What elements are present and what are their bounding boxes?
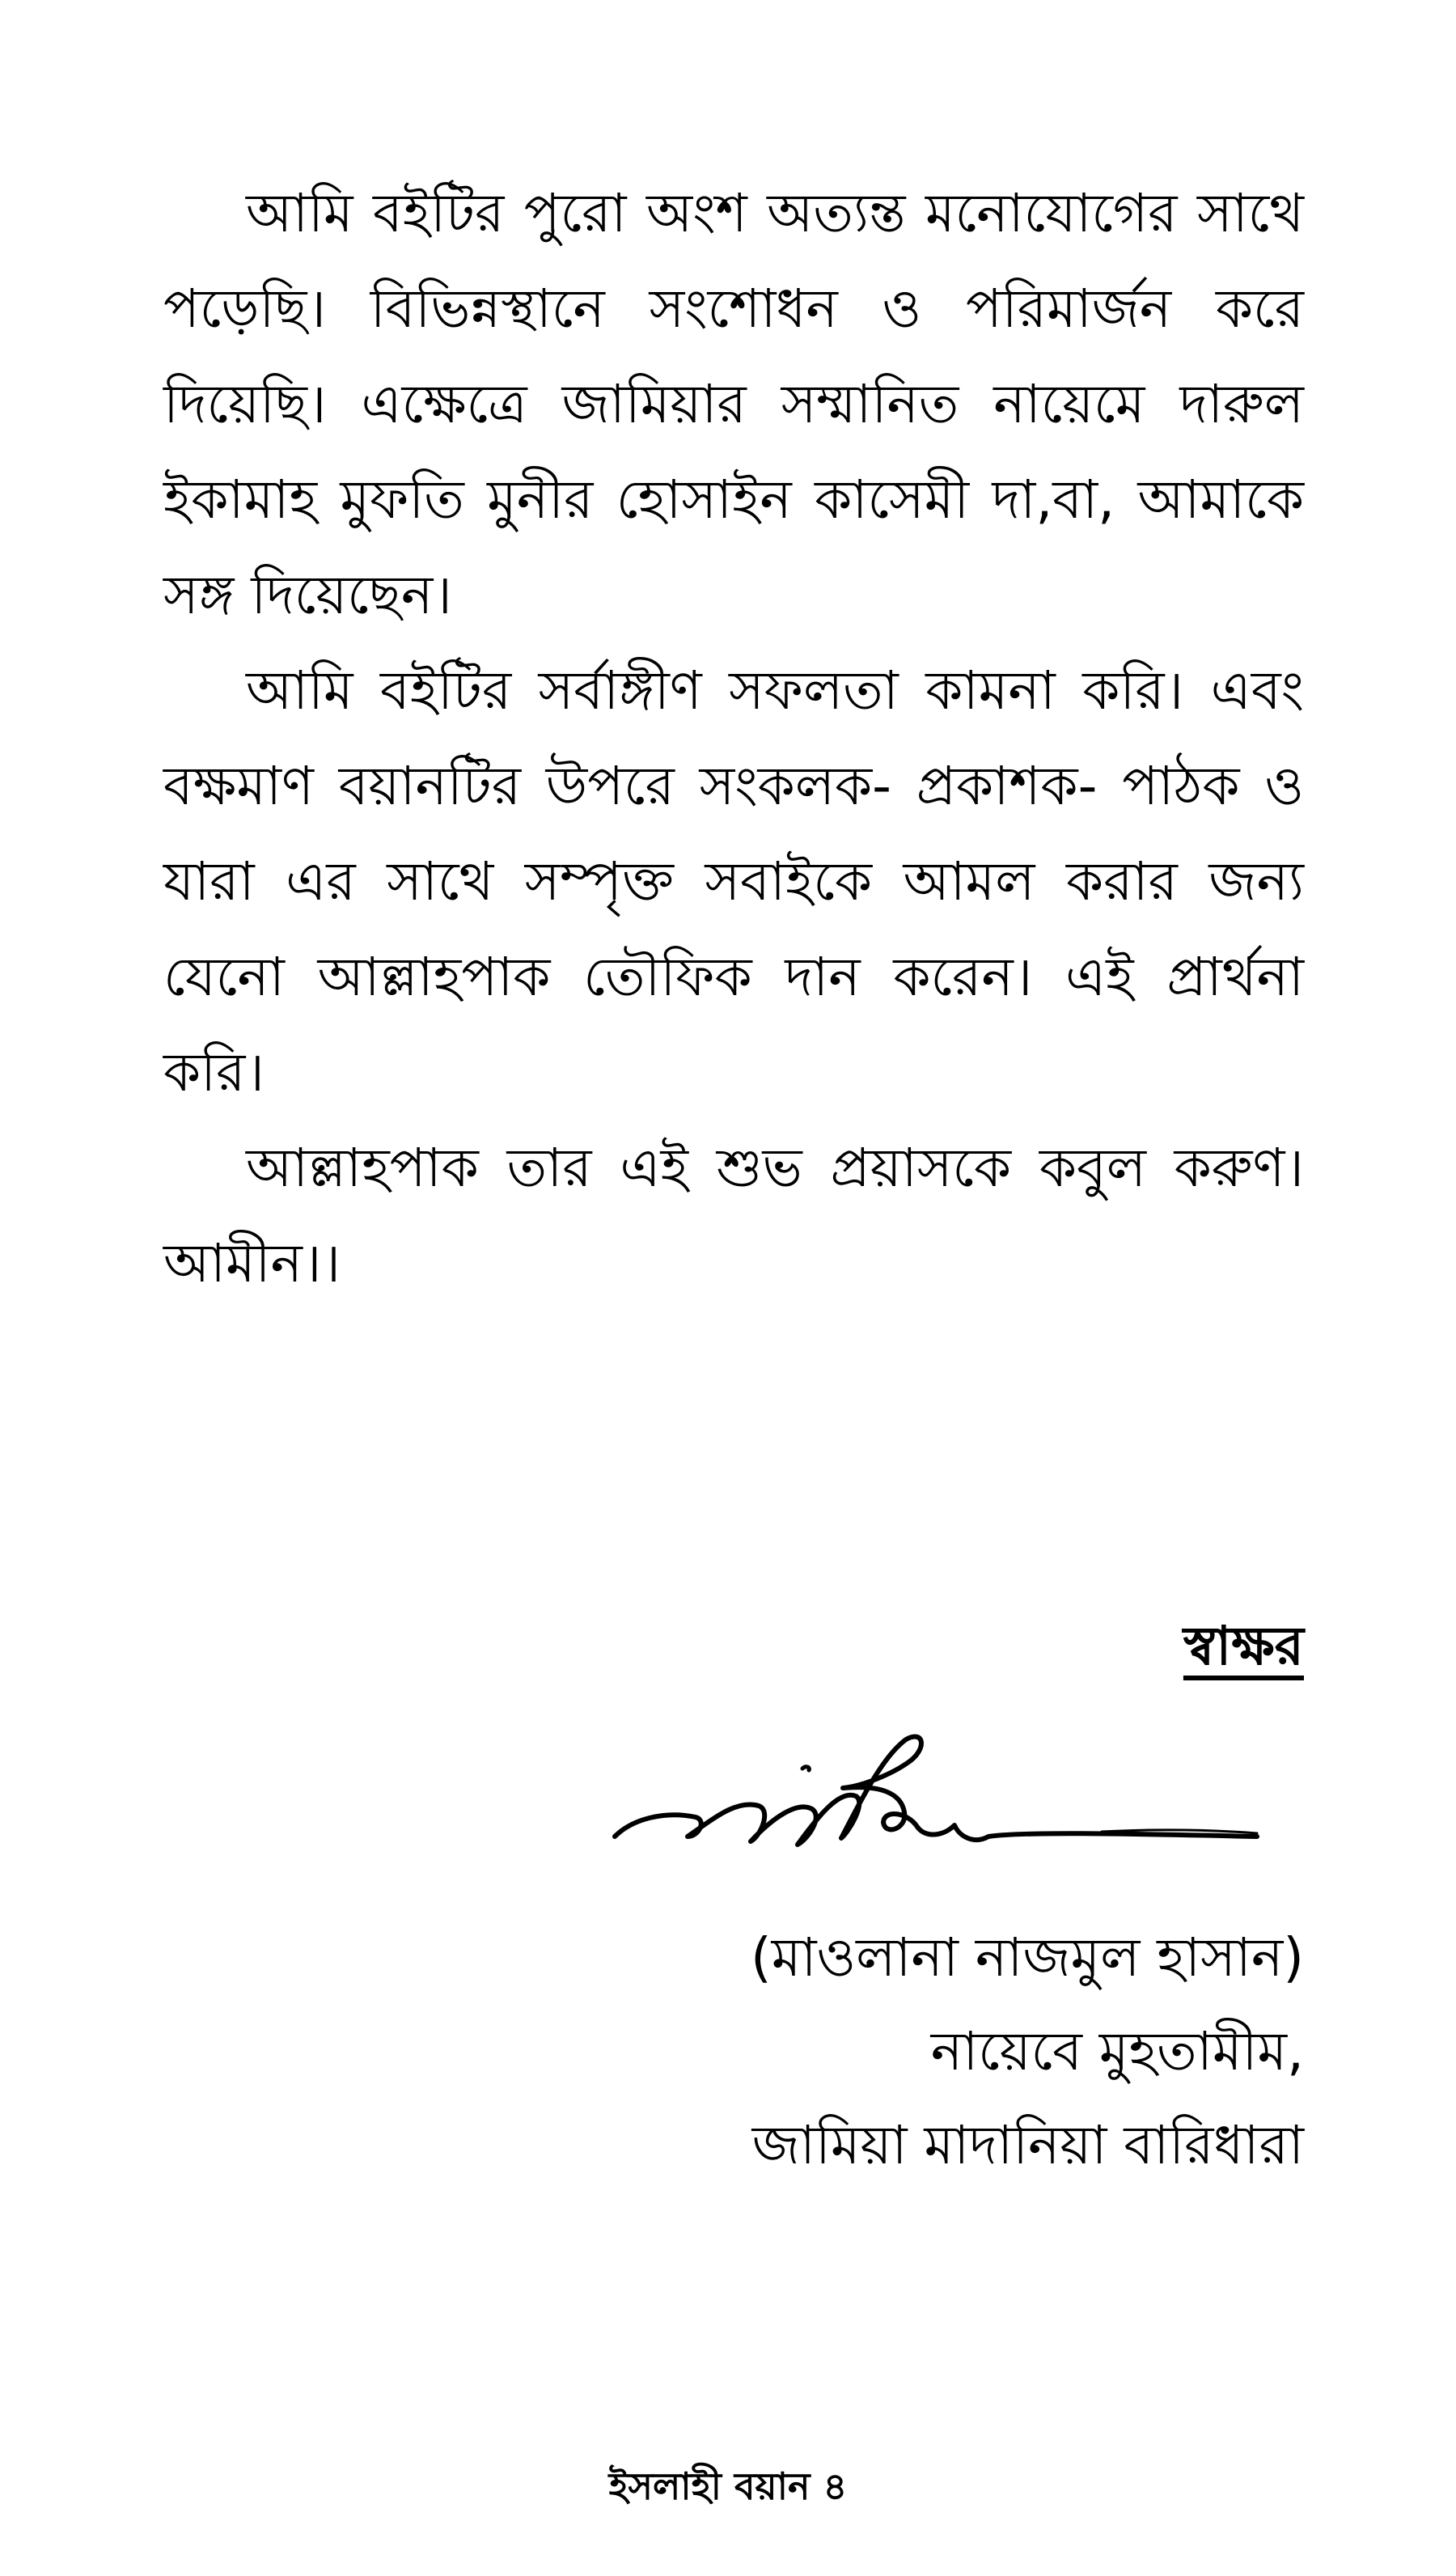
signer-title: নায়েবে মুহতামীম, — [930, 2020, 1304, 2082]
paragraph-review: আমি বইটির পুরো অংশ অত্যন্ত মনোযোগের সাথে পড়েছি। বিভিন্নস্থানে সংশোধন ও পরিমার্জন করে দিয়েছি। এক্ষেত্রে জামিয়ার সম্মানিত নায়েমে দারুল ইকামাহ মুফতি মুনীর হোসাইন কাসেমী দা,বা, আমাকে সঙ্গ দিয়েছেন। — [163, 182, 1304, 626]
paragraph-prayer: আল্লাহপাক তার এই শুভ প্রয়াসকে কবুল করুণ। আমীন।। — [163, 1137, 1304, 1294]
signature-heading: স্বাক্ষর — [1183, 1615, 1304, 1677]
page-footer: ইসলাহী বয়ান ৪ — [608, 2464, 848, 2508]
handwritten-signature — [600, 1715, 1280, 1885]
body-text — [163, 166, 1304, 1311]
paragraph-wishes: আমি বইটির সর্বাঙ্গীণ সফলতা কামনা করি। এবং বক্ষমাণ বয়ানটির উপরে সংকলক- প্রকাশক- পাঠক ও যারা এর সাথে সম্পৃক্ত সবাইকে আমল করার জন্য যেনো আল্লাহপাক তৌফিক দান করেন। এই প্রার্থনা করি। — [163, 659, 1304, 1104]
signature-block — [495, 1610, 1304, 2193]
signer-institution: জামিয়া মাদানিয়া বারিধারা — [751, 2114, 1304, 2176]
signer-name: (মাওলানা নাজমুল হাসান) — [750, 1926, 1304, 1989]
